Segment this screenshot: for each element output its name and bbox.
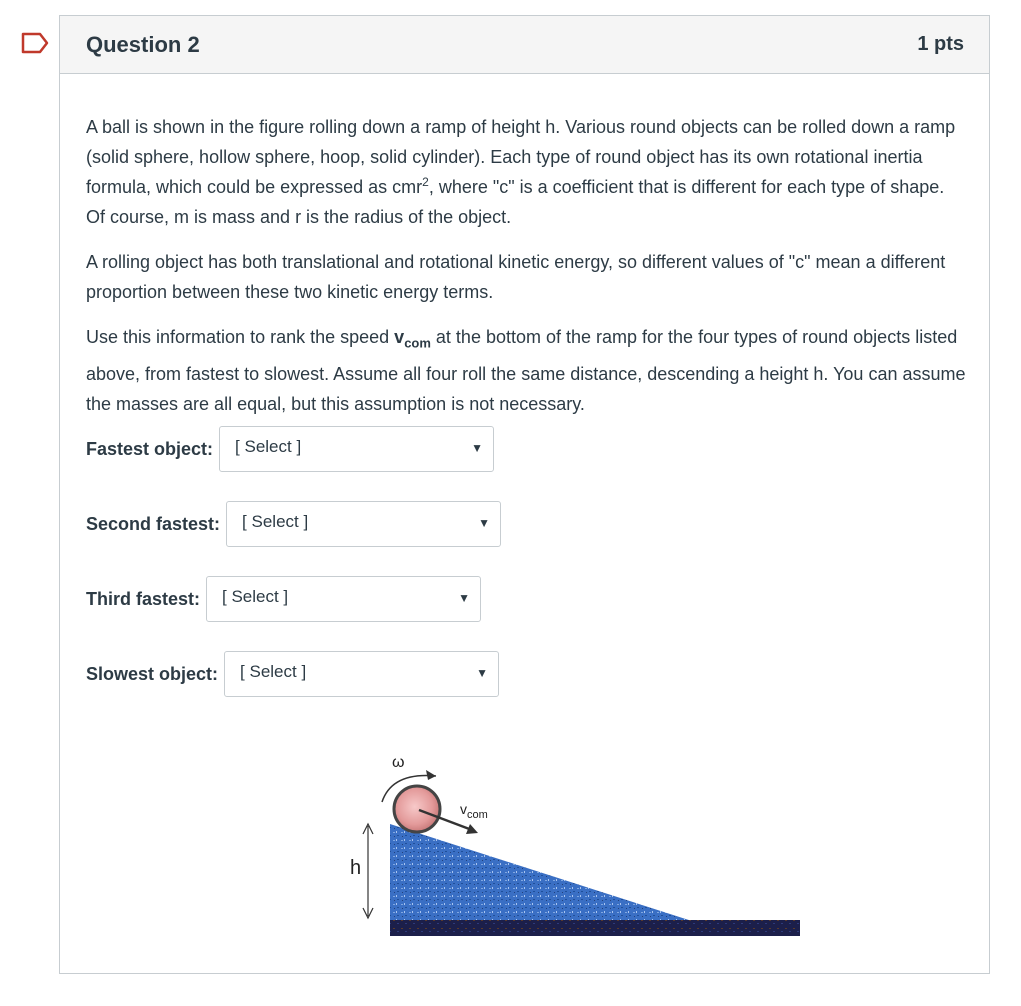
question-body — [86, 112, 966, 434]
fastest-object-select[interactable] — [219, 426, 494, 472]
slowest-object-select[interactable] — [224, 651, 499, 697]
question-points: 1 pts — [917, 33, 964, 55]
question-header — [60, 16, 989, 74]
answer-row-fastest — [86, 426, 494, 472]
answer-row-slowest — [86, 651, 499, 697]
answer-label: Third fastest: — [86, 588, 201, 609]
dropdown-arrow-icon: ▼ — [458, 591, 471, 605]
answer-row-second — [86, 501, 501, 547]
height-label: h — [350, 857, 362, 879]
answer-label: Fastest object: — [86, 438, 214, 459]
select-value: [ Select ] — [240, 662, 307, 681]
question-card — [59, 15, 990, 974]
select-value: [ Select ] — [242, 512, 309, 531]
paragraph-intro: A ball is shown in the figure rolling down a ramp of height h. Various round objects can be rolled down a ramp (solid sphere, hollow sphere, hoop, solid cylinder). Each type of round object has its own rotational inertia formula, which could be expressed as cmr$^2$, where "c" is a coefficient that is different for each type of shape. Of course, m is mass and r is the radius of the object. — [86, 117, 956, 227]
ramp-shape — [390, 824, 695, 922]
paragraph-energy: A rolling object has both translational and rotational kinetic energy, so different values of "c" mean a different proportion between these two kinetic energy terms. — [86, 252, 946, 302]
dropdown-arrow-icon: ▼ — [476, 666, 489, 680]
select-value: [ Select ] — [222, 587, 289, 606]
answer-label: Slowest object: — [86, 663, 219, 684]
dropdown-arrow-icon: ▼ — [471, 441, 484, 455]
select-value: [ Select ] — [235, 437, 302, 456]
question-title: Question 2 — [86, 31, 200, 57]
third-fastest-select[interactable] — [206, 576, 481, 622]
flag-question-icon[interactable] — [21, 32, 49, 54]
ball-shape — [394, 786, 440, 832]
ramp-figure — [320, 734, 800, 949]
answer-row-third — [86, 576, 481, 622]
vcom-label: $v_{com}$ — [460, 801, 488, 821]
second-fastest-select[interactable] — [226, 501, 501, 547]
dropdown-arrow-icon: ▼ — [478, 516, 491, 530]
floor-shape — [390, 920, 800, 936]
answer-label: Second fastest: — [86, 513, 221, 534]
paragraph-task: Use this information to rank the speed $v_{com}$ at the bottom of the ramp for the four types of round objects listed above, from fastest to slowest. Assume all four roll the same distance, descending a height h. You can assume the masses are all equal, but this assumption is not necessary. — [86, 327, 966, 414]
omega-label: ω — [392, 754, 405, 771]
